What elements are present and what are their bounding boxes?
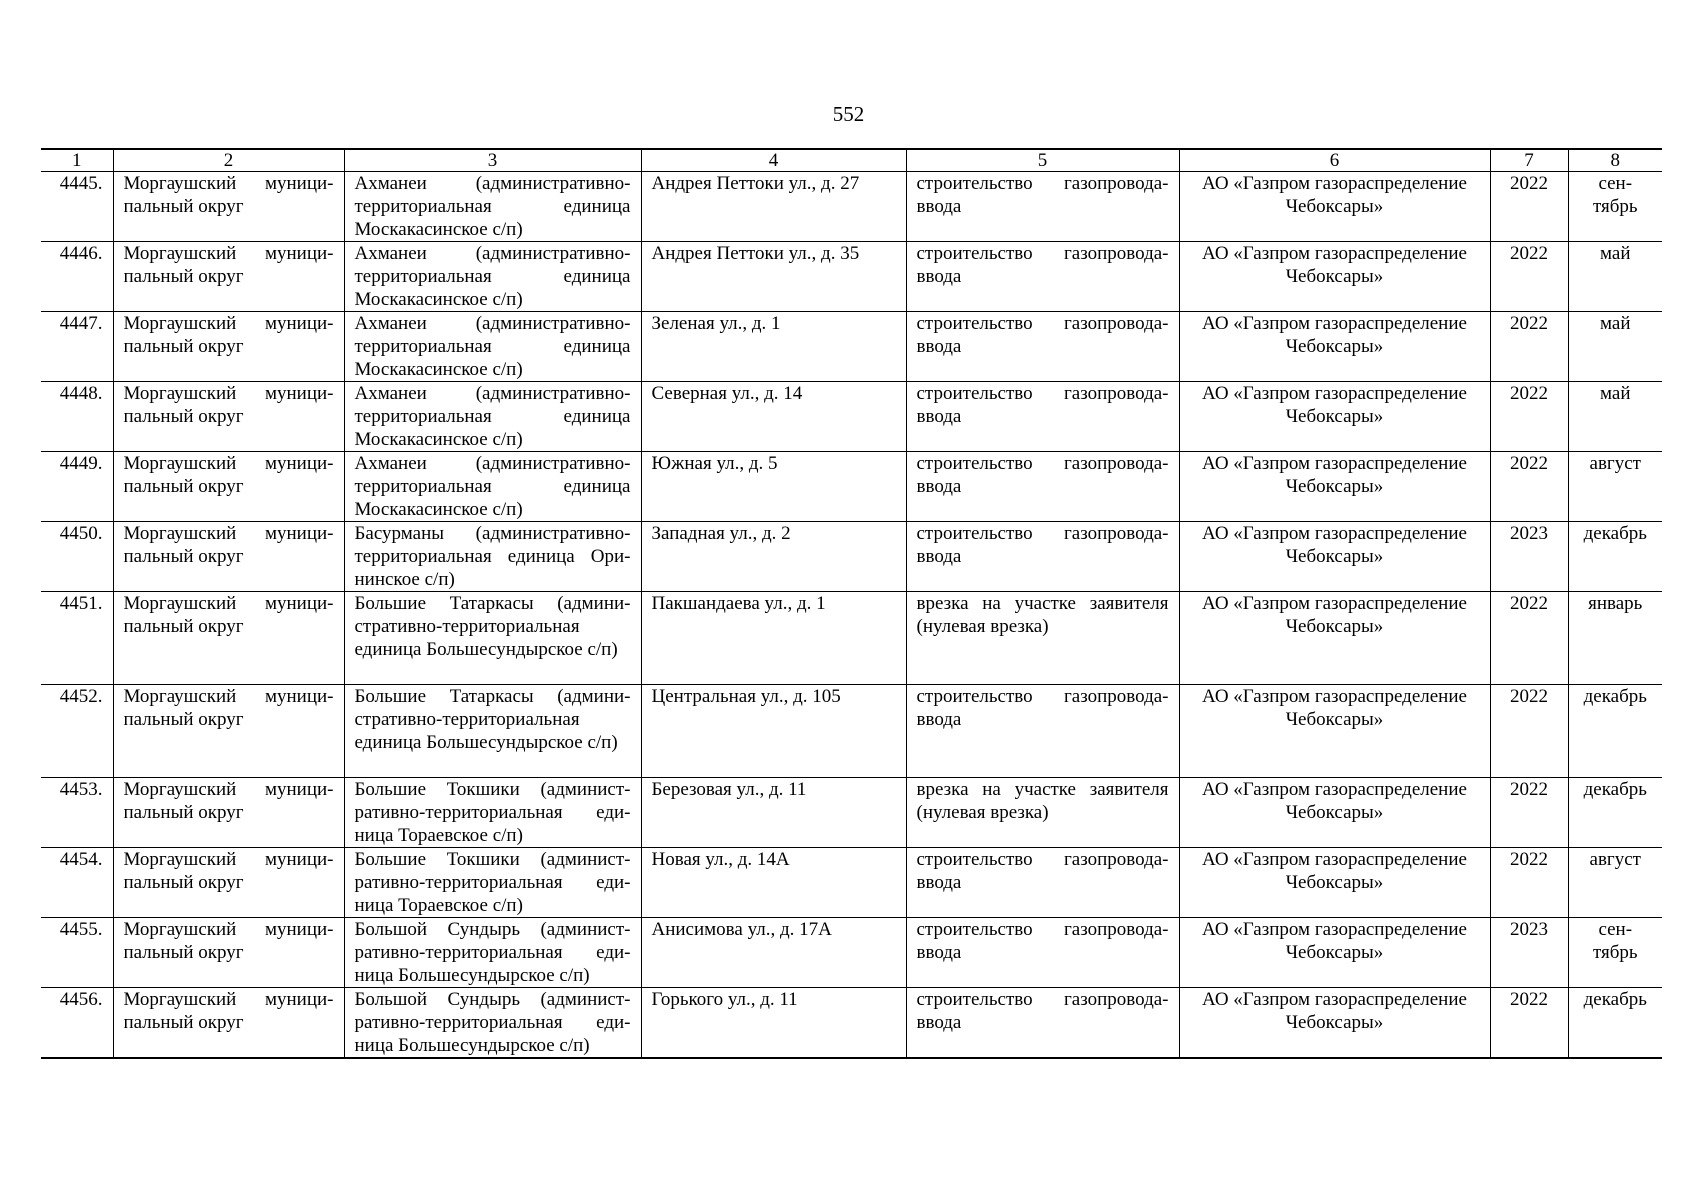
work-type-cell: строительство газопровода-ввода xyxy=(906,848,1179,918)
organization-cell: АО «Газпром газораспределение Чебоксары» xyxy=(1179,172,1490,242)
settlement-cell: Большие Токшики (админист-ративно-территориальная еди-ница Тораевское с/п) xyxy=(344,848,641,918)
district-cell: Моргаушский муници-пальный округ xyxy=(113,685,344,778)
settlement-cell: Большие Татаркасы (админи-стративно-территориальная единица Большесундырское с/п) xyxy=(344,685,641,778)
row-number: 4452. xyxy=(41,685,113,778)
address-cell: Пакшандаева ул., д. 1 xyxy=(641,592,906,685)
organization-cell: АО «Газпром газораспределение Чебоксары» xyxy=(1179,685,1490,778)
work-type-cell: строительство газопровода-ввода xyxy=(906,242,1179,312)
district-cell: Моргаушский муници-пальный округ xyxy=(113,172,344,242)
work-type-cell: строительство газопровода-ввода xyxy=(906,685,1179,778)
organization-cell: АО «Газпром газораспределение Чебоксары» xyxy=(1179,918,1490,988)
year-cell: 2022 xyxy=(1490,452,1568,522)
column-header: 3 xyxy=(344,149,641,172)
year-cell: 2022 xyxy=(1490,988,1568,1059)
district-cell: Моргаушский муници-пальный округ xyxy=(113,918,344,988)
year-cell: 2023 xyxy=(1490,522,1568,592)
work-type-cell: врезка на участке заявителя (нулевая врезка) xyxy=(906,592,1179,685)
table-row xyxy=(41,918,1662,988)
settlement-cell: Ахманеи (административно-территориальная единица Москакасинское с/п) xyxy=(344,312,641,382)
row-number: 4456. xyxy=(41,988,113,1059)
work-type-cell: строительство газопровода-ввода xyxy=(906,988,1179,1059)
address-cell: Анисимова ул., д. 17А xyxy=(641,918,906,988)
month-cell: декабрь xyxy=(1568,522,1662,592)
work-type-cell: строительство газопровода-ввода xyxy=(906,918,1179,988)
row-number: 4449. xyxy=(41,452,113,522)
month-cell: декабрь xyxy=(1568,778,1662,848)
page-number: 552 xyxy=(832,102,865,126)
organization-cell: АО «Газпром газораспределение Чебоксары» xyxy=(1179,522,1490,592)
district-cell: Моргаушский муници-пальный округ xyxy=(113,312,344,382)
year-cell: 2022 xyxy=(1490,778,1568,848)
month-cell: май xyxy=(1568,382,1662,452)
row-number: 4453. xyxy=(41,778,113,848)
address-cell: Западная ул., д. 2 xyxy=(641,522,906,592)
organization-cell: АО «Газпром газораспределение Чебоксары» xyxy=(1179,778,1490,848)
year-cell: 2022 xyxy=(1490,312,1568,382)
row-number: 4448. xyxy=(41,382,113,452)
row-number: 4446. xyxy=(41,242,113,312)
address-cell: Новая ул., д. 14А xyxy=(641,848,906,918)
organization-cell: АО «Газпром газораспределение Чебоксары» xyxy=(1179,452,1490,522)
column-header: 5 xyxy=(906,149,1179,172)
year-cell: 2022 xyxy=(1490,592,1568,685)
column-header: 6 xyxy=(1179,149,1490,172)
address-cell: Зеленая ул., д. 1 xyxy=(641,312,906,382)
registry-table xyxy=(41,148,1662,1059)
column-header: 8 xyxy=(1568,149,1662,172)
address-cell: Южная ул., д. 5 xyxy=(641,452,906,522)
year-cell: 2022 xyxy=(1490,242,1568,312)
month-cell: декабрь xyxy=(1568,685,1662,778)
month-cell: сен-тябрь xyxy=(1568,172,1662,242)
work-type-cell: строительство газопровода-ввода xyxy=(906,522,1179,592)
district-cell: Моргаушский муници-пальный округ xyxy=(113,592,344,685)
month-cell: май xyxy=(1568,312,1662,382)
district-cell: Моргаушский муници-пальный округ xyxy=(113,242,344,312)
district-cell: Моргаушский муници-пальный округ xyxy=(113,778,344,848)
table-row xyxy=(41,452,1662,522)
column-header: 4 xyxy=(641,149,906,172)
work-type-cell: врезка на участке заявителя (нулевая врезка) xyxy=(906,778,1179,848)
column-number-row xyxy=(41,149,1662,172)
month-cell: август xyxy=(1568,452,1662,522)
column-header: 2 xyxy=(113,149,344,172)
month-cell: декабрь xyxy=(1568,988,1662,1059)
work-type-cell: строительство газопровода-ввода xyxy=(906,172,1179,242)
column-header: 1 xyxy=(41,149,113,172)
month-cell: август xyxy=(1568,848,1662,918)
work-type-cell: строительство газопровода-ввода xyxy=(906,312,1179,382)
table-row xyxy=(41,848,1662,918)
district-cell: Моргаушский муници-пальный округ xyxy=(113,522,344,592)
address-cell: Березовая ул., д. 11 xyxy=(641,778,906,848)
settlement-cell: Большой Сундырь (админист-ративно-территориальная еди-ница Большесундырское с/п) xyxy=(344,988,641,1059)
table-row xyxy=(41,778,1662,848)
organization-cell: АО «Газпром газораспределение Чебоксары» xyxy=(1179,592,1490,685)
column-header: 7 xyxy=(1490,149,1568,172)
work-type-cell: строительство газопровода-ввода xyxy=(906,452,1179,522)
district-cell: Моргаушский муници-пальный округ xyxy=(113,848,344,918)
year-cell: 2023 xyxy=(1490,918,1568,988)
address-cell: Андрея Петтоки ул., д. 27 xyxy=(641,172,906,242)
table-row xyxy=(41,592,1662,685)
settlement-cell: Большой Сундырь (админист-ративно-территориальная еди-ница Большесундырское с/п) xyxy=(344,918,641,988)
address-cell: Андрея Петтоки ул., д. 35 xyxy=(641,242,906,312)
table-row xyxy=(41,312,1662,382)
settlement-cell: Ахманеи (административно-территориальная единица Москакасинское с/п) xyxy=(344,172,641,242)
organization-cell: АО «Газпром газораспределение Чебоксары» xyxy=(1179,848,1490,918)
settlement-cell: Ахманеи (административно-территориальная единица Москакасинское с/п) xyxy=(344,382,641,452)
year-cell: 2022 xyxy=(1490,172,1568,242)
month-cell: сен-тябрь xyxy=(1568,918,1662,988)
district-cell: Моргаушский муници-пальный округ xyxy=(113,452,344,522)
table-row xyxy=(41,522,1662,592)
organization-cell: АО «Газпром газораспределение Чебоксары» xyxy=(1179,242,1490,312)
row-number: 4455. xyxy=(41,918,113,988)
district-cell: Моргаушский муници-пальный округ xyxy=(113,382,344,452)
month-cell: май xyxy=(1568,242,1662,312)
settlement-cell: Ахманеи (административно-территориальная единица Москакасинское с/п) xyxy=(344,452,641,522)
row-number: 4445. xyxy=(41,172,113,242)
address-cell: Северная ул., д. 14 xyxy=(641,382,906,452)
address-cell: Горького ул., д. 11 xyxy=(641,988,906,1059)
row-number: 4450. xyxy=(41,522,113,592)
settlement-cell: Большие Токшики (админист-ративно-территориальная еди-ница Тораевское с/п) xyxy=(344,778,641,848)
table-row xyxy=(41,988,1662,1059)
table-row xyxy=(41,382,1662,452)
address-cell: Центральная ул., д. 105 xyxy=(641,685,906,778)
work-type-cell: строительство газопровода-ввода xyxy=(906,382,1179,452)
month-cell: январь xyxy=(1568,592,1662,685)
settlement-cell: Басурманы (административно-территориальная единица Ори-нинское с/п) xyxy=(344,522,641,592)
row-number: 4451. xyxy=(41,592,113,685)
organization-cell: АО «Газпром газораспределение Чебоксары» xyxy=(1179,382,1490,452)
year-cell: 2022 xyxy=(1490,685,1568,778)
row-number: 4454. xyxy=(41,848,113,918)
row-number: 4447. xyxy=(41,312,113,382)
table-row xyxy=(41,685,1662,778)
settlement-cell: Ахманеи (административно-территориальная единица Москакасинское с/п) xyxy=(344,242,641,312)
year-cell: 2022 xyxy=(1490,848,1568,918)
year-cell: 2022 xyxy=(1490,382,1568,452)
organization-cell: АО «Газпром газораспределение Чебоксары» xyxy=(1179,988,1490,1059)
table-row xyxy=(41,172,1662,242)
settlement-cell: Большие Татаркасы (админи-стративно-территориальная единица Большесундырское с/п) xyxy=(344,592,641,685)
district-cell: Моргаушский муници-пальный округ xyxy=(113,988,344,1059)
table-row xyxy=(41,242,1662,312)
organization-cell: АО «Газпром газораспределение Чебоксары» xyxy=(1179,312,1490,382)
